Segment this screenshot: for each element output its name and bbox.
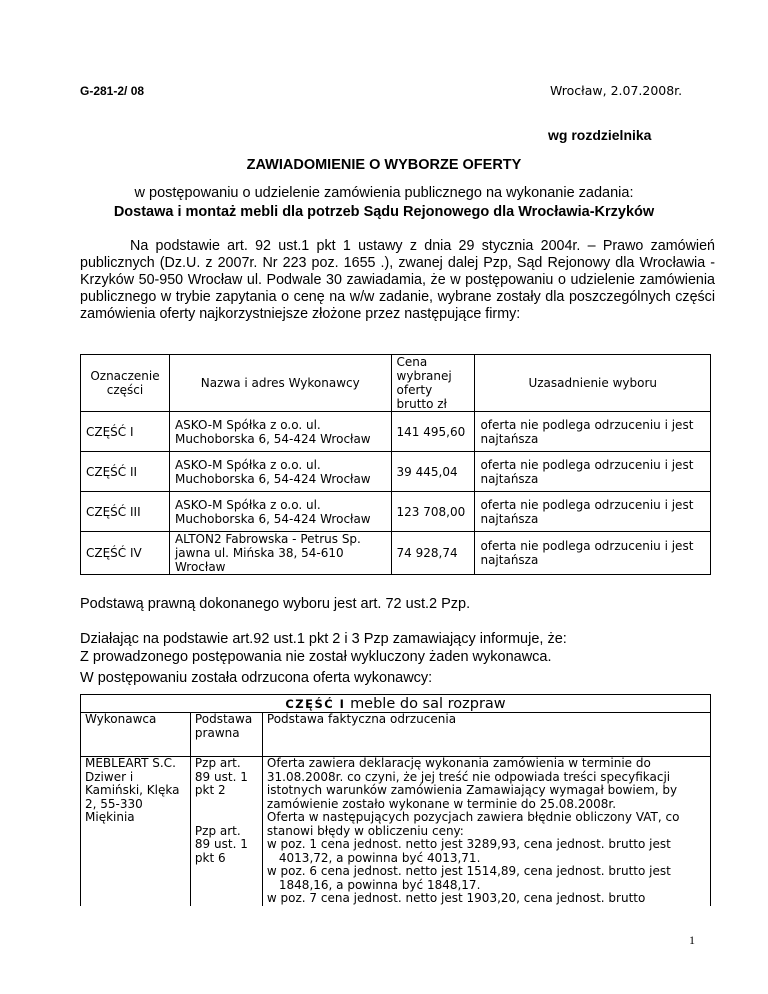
cell-price: 74 928,74	[391, 532, 475, 575]
rejected-offer-table	[80, 694, 711, 906]
task-title: Dostawa i montaż mebli dla potrzeb Sądu Rejonowego dla Wrocławia-Krzyków	[113, 204, 655, 220]
rejected-intro: W postępowaniu została odrzucona oferta wykonawcy:	[80, 670, 433, 686]
legal-basis-1: Pzp art. 89 ust. 1 pkt 2	[194, 756, 248, 797]
info-line: Z prowadzonego postępowania nie został wykluczony żaden wykonawca.	[80, 649, 552, 665]
cell-reason: oferta nie podlega odrzuceniu i jest najtańsza	[475, 412, 711, 452]
cell-contractor: ASKO-M Spółka z o.o. ul. Muchoborska 6, 54-424 Wrocław	[169, 492, 391, 532]
cell-part: CZĘŚĆ I	[81, 412, 170, 452]
factual-item: w poz. 6 cena jednost. netto jest 1514,89, cena jednost. brutto jest 1848,16, a powinna być 1848,17.	[266, 864, 671, 892]
cell-contractor: MEBLEART S.C. Dziwer i Kamiński, Klęka 2, 55-330 Miękinia	[81, 757, 191, 906]
body-paragraph	[80, 238, 715, 323]
page-number: 1	[689, 933, 695, 947]
cell-contractor: ASKO-M Spółka z o.o. ul. Muchoborska 6, 54-424 Wrocław	[169, 412, 391, 452]
factual-basis-1: Oferta zawiera deklarację wykonania zamówienia w terminie do 31.08.2008r. co czyni, że jej treść nie odpowiada treści specyfikacji istotnych warunków zamówienia Zamawiający wymagał bowiem, by zamówienie zostało wykonane w terminie do 25.08.2008r.	[266, 756, 678, 811]
header-contractor: Wykonawca	[81, 713, 191, 757]
cell-part: CZĘŚĆ III	[81, 492, 170, 532]
header-reason: Uzasadnienie wyboru	[475, 355, 711, 412]
cell-factual-basis	[262, 757, 710, 906]
table-header-row	[81, 713, 711, 757]
legal-basis: Podstawą prawną dokonanego wyboru jest art. 72 ust.2 Pzp.	[80, 596, 471, 612]
header-part: Oznaczenie części	[81, 355, 170, 412]
cell-part: CZĘŚĆ II	[81, 452, 170, 492]
cell-reason: oferta nie podlega odrzuceniu i jest najtańsza	[475, 532, 711, 575]
body-paragraph-text: Na podstawie art. 92 ust.1 pkt 1 ustawy z dnia 29 stycznia 2004r. – Prawo zamówień publicznych (Dz.U. z 2007r. Nr 223 poz. 1655 .), zwanej dalej Pzp, Sąd Rejonowy dla Wrocławia - Krzyków 50-950 Wrocław ul. Podwale 30 zawiadamia, że w postępowaniu o udzielenie zamówienia publicznego w trybie zapytania o cenę na w/w zadanie, wybrane zostały dla poszczególnych części zamówienia oferty najkorzystniejsze złożone przez następujące firmy:	[80, 238, 715, 322]
recipient: wg rozdzielnika	[548, 127, 652, 143]
section-title: meble do sal rozpraw	[350, 696, 506, 712]
cell-legal-basis	[190, 757, 262, 906]
header-factual-basis: Podstawa faktyczna odrzucenia	[262, 713, 710, 757]
table-row	[81, 757, 711, 906]
intro-line: w postępowaniu o udzielenie zamówienia publicznego na wykonanie zadania:	[134, 185, 634, 201]
info-block	[80, 630, 567, 666]
factual-item: w poz. 1 cena jednost. netto jest 3289,93, cena jednost. brutto jest 4013,72, a powinna być 4013,71.	[266, 837, 671, 865]
document-title: ZAWIADOMIENIE O WYBORZE OFERTY	[246, 157, 522, 173]
factual-basis-2: Oferta w następujących pozycjach zawiera błędnie obliczony VAT, co stanowi błędy w obliczeniu ceny:	[266, 810, 680, 838]
header-legal-basis: Podstawa prawna	[190, 713, 262, 757]
cell-reason: oferta nie podlega odrzuceniu i jest najtańsza	[475, 452, 711, 492]
legal-basis-2: Pzp art. 89 ust. 1 pkt 6	[194, 823, 248, 865]
cell-price: 141 495,60	[391, 412, 475, 452]
reference-number: G-281-2/ 08	[80, 84, 145, 98]
table-row	[81, 492, 711, 532]
table-header-row	[81, 355, 711, 412]
cell-reason: oferta nie podlega odrzuceniu i jest najtańsza	[475, 492, 711, 532]
section-label: CZĘŚĆ I	[285, 697, 346, 711]
table-row	[81, 452, 711, 492]
selected-offers-table	[80, 354, 711, 575]
cell-price: 123 708,00	[391, 492, 475, 532]
cell-contractor: ASKO-M Spółka z o.o. ul. Muchoborska 6, 54-424 Wrocław	[169, 452, 391, 492]
header-price: Cena wybranej oferty brutto zł	[391, 355, 475, 412]
cell-contractor: ALTON2 Fabrowska - Petrus Sp. jawna ul. Mińska 38, 54-610 Wrocław	[169, 532, 391, 575]
info-line: Działając na podstawie art.92 ust.1 pkt 2 i 3 Pzp zamawiający informuje, że:	[80, 631, 567, 647]
place-date: Wrocław, 2.07.2008r.	[550, 83, 683, 98]
factual-item: w poz. 7 cena jednost. netto jest 1903,20, cena jednost. brutto	[266, 891, 646, 905]
table-row	[81, 532, 711, 575]
cell-part: CZĘŚĆ IV	[81, 532, 170, 575]
table-row	[81, 412, 711, 452]
header-contractor: Nazwa i adres Wykonawcy	[169, 355, 391, 412]
section-header-row	[81, 695, 711, 713]
cell-price: 39 445,04	[391, 452, 475, 492]
